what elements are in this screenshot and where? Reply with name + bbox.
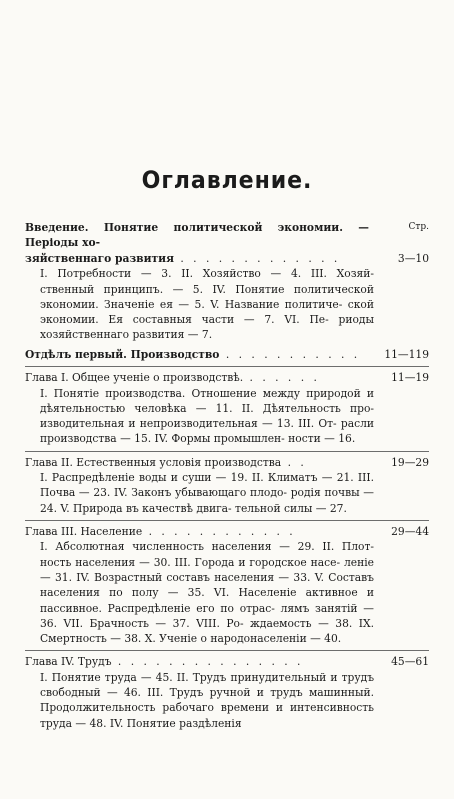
toc-entry-chapter-4-heading: Глава IV. Трудъ [25, 655, 112, 669]
toc-entry-chapter-1-pages: 11—19 [391, 371, 429, 385]
toc-entry-chapter-2-pages: 19—29 [391, 455, 429, 469]
toc-entry-intro-pages: 3—10 [397, 251, 429, 265]
divider [25, 650, 429, 651]
toc-entry-chapter-2-subsections: I. Распредѣленіе воды и суши — 19. II. Климатъ — 21. III. Почва — 23. IV. Законъ убывающаго плодо- родія почвы — 24. V. Природа въ качествѣ двига- тельной силы — 27. [40, 471, 374, 515]
toc-entry-chapter-3[interactable] [25, 524, 429, 646]
dot-leader: . . . . . . [243, 371, 320, 385]
toc-entry-chapter-4-subsections: I. Понятие труда — 45. II. Трудъ принудительный и трудъ свободный — 46. III. Трудъ ручной и трудъ машинный. Продолжительность рабочаго времени и интенсивность труда — 48. IV. Понятие раздѣленія [40, 670, 374, 730]
toc-entry-chapter-3-pages: 29—44 [391, 525, 429, 538]
dot-leader: . . . . . . . . . . . . . . . [111, 655, 304, 669]
toc-entry-chapter-4-pages: 45—61 [391, 655, 429, 669]
toc-entry-part1-heading: Отдѣлъ первый. Производство [25, 347, 220, 361]
toc-entry-part1[interactable] [25, 347, 429, 362]
toc-entry-intro-heading-line2: зяйственнаго развития [25, 251, 174, 265]
toc-entry-chapter-1-subsections: I. Понятіе производства. Отношение между природой и дѣятельностью человѣка — 11. II. Дѣятельность про- изводительная и непроизводительная — 13. III. От- расли производства — 15. IV. Формы промышлен- ности — 16. [40, 386, 374, 446]
page-column-label: Стр. [408, 222, 429, 232]
toc-entry-part1-pages: 11—119 [384, 347, 429, 361]
divider [25, 520, 429, 521]
toc-entry-intro[interactable] [25, 220, 429, 343]
divider [25, 451, 429, 452]
table-of-contents [25, 220, 429, 731]
dot-leader: . . . . . . . . . . . [219, 347, 361, 361]
toc-entry-chapter-1-heading: Глава I. Общее ученіе о производствѣ. [25, 371, 244, 385]
toc-entry-chapter-4[interactable] [25, 654, 429, 731]
dot-leader: . . [281, 455, 307, 469]
toc-entry-chapter-2-heading: Глава II. Естественныя условія производства [25, 455, 282, 469]
toc-entry-chapter-3-subsections: I. Абсолютная численность населения — 29. II. Плот- ность населения — 30. III. Города и городское насе- леніе — 31. IV. Возрастный составъ населения — 33. V. Составъ населения по полу — 35. VI. Населеніе активное и пассивное. Распредѣленіе его по отрас- лямъ занятій — 36. VII. Брачность — 37. VIII. Ро- ждаемость — 38. IX. Смертность — 38. X. Ученіе о народонаселеніи — 40. [40, 540, 374, 646]
toc-entry-intro-subsections: I. Потребности — 3. II. Хозяйство — 4. III. Хозяй- ственный принципъ. — 5. IV. Понятие политической экономии. Значеніе ея — 5. V. Название политиче- ской экономии. Ея составныя части — 7. VI. Пе- риоды хозяйственнаго развития — 7. [40, 267, 374, 342]
dot-leader: . . . . . . . . . . . . [142, 525, 296, 538]
divider [25, 366, 429, 367]
toc-entry-chapter-2[interactable] [25, 455, 429, 516]
toc-entry-chapter-3-heading: Глава III. Население [25, 525, 143, 538]
toc-entry-chapter-1[interactable] [25, 370, 429, 447]
dot-leader: . . . . . . . . . . . . . [173, 251, 341, 265]
page-title: Оглавление. [141, 166, 313, 194]
toc-entry-intro-heading-line1: Введение. Понятие политической экономии. — Періоды хо- [25, 221, 369, 250]
